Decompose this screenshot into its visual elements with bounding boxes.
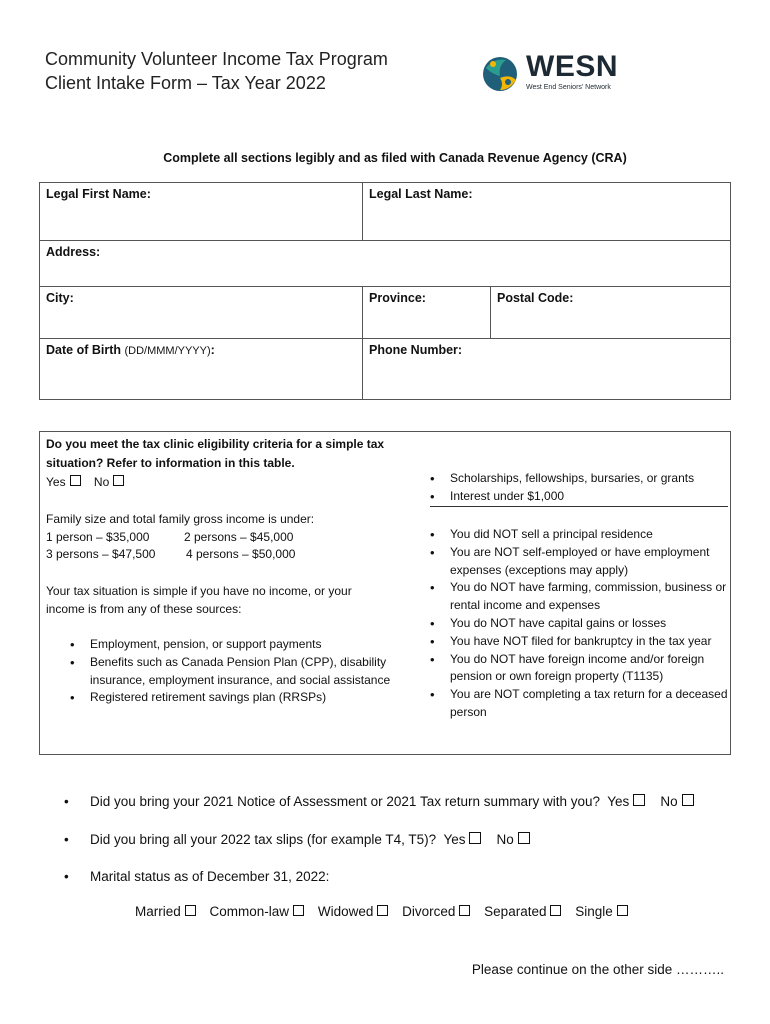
income-sources-list [68,636,408,707]
option-label: Divorced [402,904,456,919]
q1-yes-label: Yes [607,794,630,809]
marital-options [135,904,638,919]
eligibility-yes-checkbox[interactable] [70,475,81,486]
dob-colon: : [210,343,215,357]
wesn-logo [480,48,640,100]
marital-option-single [575,904,628,919]
address-label: Address: [46,245,101,259]
continue-note: Please continue on the other side ……….. [471,962,724,977]
option-label: Married [135,904,181,919]
list-item: • You do NOT have capital gains or losses [428,615,728,633]
last-name-label: Legal Last Name: [369,187,473,201]
province-field[interactable] [363,287,491,339]
dob-label: Date of Birth [46,343,121,357]
income-row-2-a: 3 persons – $47,500 [46,547,156,561]
option-label: Single [575,904,613,919]
phone-label: Phone Number: [369,343,463,357]
bullet: • [64,794,69,809]
question-text: Did you bring all your 2022 tax slips (for example T4, T5)? [90,832,437,847]
list-item: • Interest under $1,000 [428,488,728,506]
list-item: • You have NOT filed for bankruptcy in the tax year [428,633,728,651]
logo-wordmark: WESN [526,50,618,83]
question-notice-of-assessment [64,794,694,809]
income-row-1-a: 1 person – $35,000 [46,530,150,544]
simple-intro: Your tax situation is simple if you have no income, or your income is from any of these sources: [46,584,352,616]
q1-yes-checkbox[interactable] [633,794,645,806]
city-label: City: [46,291,74,305]
list-item: • Employment, pension, or support payments [68,636,408,654]
income-intro: Family size and total family gross income is under: [46,512,315,526]
last-name-field[interactable] [363,183,730,241]
title-line-2: Client Intake Form – Tax Year 2022 [45,73,326,93]
common-law-checkbox[interactable] [293,905,304,916]
single-checkbox[interactable] [617,905,628,916]
q2-yes-checkbox[interactable] [469,832,481,844]
phone-field[interactable] [363,339,730,399]
q1-no-checkbox[interactable] [682,794,694,806]
dob-format: (DD/MMM/YYYY) [124,345,211,357]
q2-no-label: No [496,832,514,847]
globe-people-icon [480,52,520,96]
list-item: • Scholarships, fellowships, bursaries, or grants [428,470,728,488]
postal-code-field[interactable] [491,287,730,339]
list-item: • Registered retirement savings plan (RRSPs) [68,689,408,707]
marital-option-common-law [210,904,305,919]
province-label: Province: [369,291,426,305]
separated-checkbox[interactable] [550,905,561,916]
first-name-label: Legal First Name: [46,187,151,201]
logo-subtitle: West End Seniors' Network [526,84,611,91]
divorced-checkbox[interactable] [459,905,470,916]
title-line-1: Community Volunteer Income Tax Program [45,49,388,69]
marital-option-separated [484,904,561,919]
postal-code-label: Postal Code: [497,291,574,305]
marital-option-married [135,904,196,919]
eligibility-no-checkbox[interactable] [113,475,124,486]
q2-yes-label: Yes [443,832,466,847]
eligibility-no-label: No [93,475,110,489]
dob-field[interactable] [40,339,363,399]
marital-option-widowed [318,904,389,919]
option-label: Widowed [317,904,374,919]
bullet: • [64,832,69,847]
eligibility-question: Do you meet the tax clinic eligibility criteria for a simple tax situation? Refer to information in this table. [46,437,385,470]
form-title [45,47,388,95]
divider [430,506,728,507]
married-checkbox[interactable] [185,905,196,916]
option-label: Separated [484,904,547,919]
bullet: • [64,869,69,884]
city-field[interactable] [40,287,363,339]
question-tax-slips [64,832,530,847]
list-item: • You are NOT self-employed or have employment expenses (exceptions may apply) [428,544,728,580]
list-item: • You do NOT have foreign income and/or foreign pension or own foreign property (T1135) [428,651,728,687]
list-item: • Benefits such as Canada Pension Plan (CPP), disability insurance, employment insurance, and social assistance [68,654,408,690]
marital-option-divorced [402,904,470,919]
q2-no-checkbox[interactable] [518,832,530,844]
list-item: • You are NOT completing a tax return for a deceased person [428,686,728,722]
question-text: Marital status as of December 31, 2022: [90,869,330,884]
eligibility-answer [46,475,124,489]
q1-no-label: No [660,794,678,809]
instructions: Complete all sections legibly and as filed with Canada Revenue Agency (CRA) [163,151,627,165]
personal-info-table [39,182,731,400]
question-marital-status [64,869,329,884]
option-label: Common-law [209,904,290,919]
question-text: Did you bring your 2021 Notice of Assessment or 2021 Tax return summary with you? [90,794,601,809]
widowed-checkbox[interactable] [377,905,388,916]
eligibility-yes-label: Yes [46,475,66,489]
income-row-1-b: 2 persons – $45,000 [184,530,294,544]
list-item: • You do NOT have farming, commission, business or rental income and expenses [428,579,728,615]
conditions-list [428,526,728,722]
income-row-2-b: 4 persons – $50,000 [186,547,296,561]
eligibility-box [39,431,731,755]
address-field[interactable] [40,241,730,287]
income-sources-right-list [428,470,728,506]
list-item: • You did NOT sell a principal residence [428,526,728,544]
first-name-field[interactable] [40,183,363,241]
